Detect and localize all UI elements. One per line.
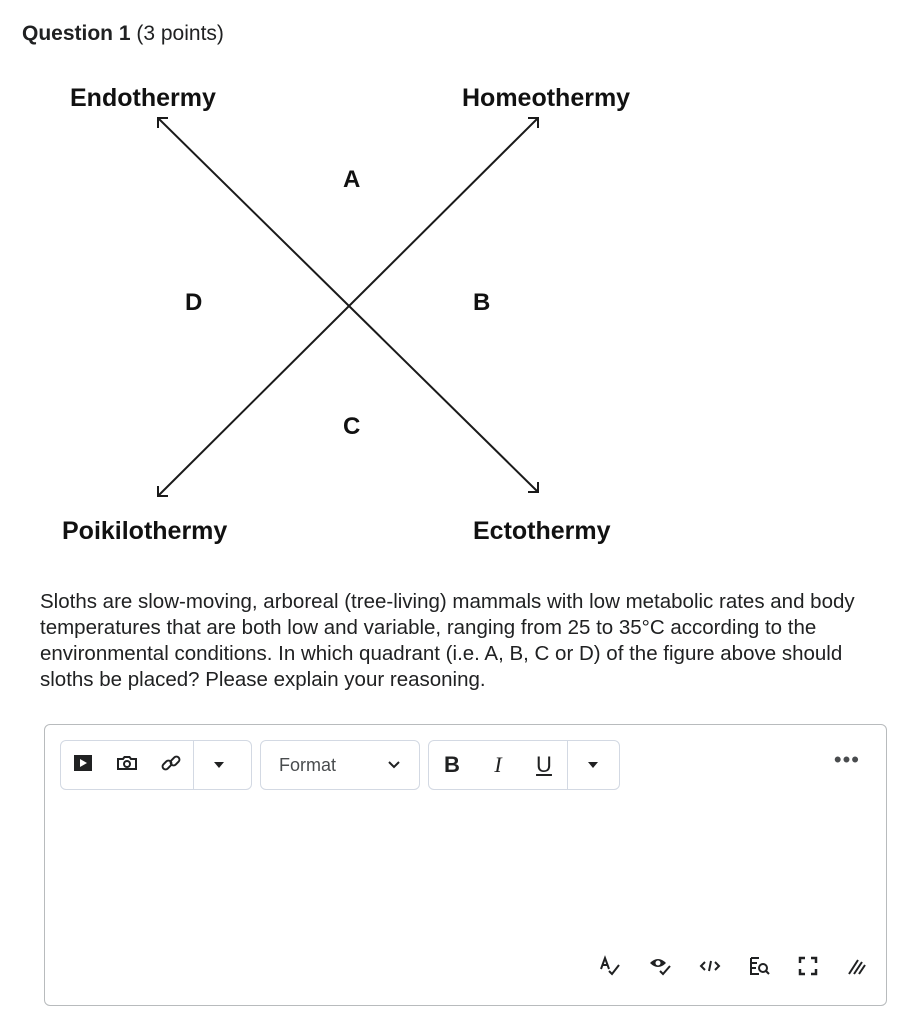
resize-handle-icon <box>846 956 866 981</box>
italic-icon: I <box>494 752 502 777</box>
preview-button[interactable] <box>743 951 777 985</box>
resize-handle[interactable] <box>839 951 873 985</box>
editor-status-bar <box>45 951 886 985</box>
insert-stuff-button[interactable] <box>61 741 105 789</box>
quadrant-b: B <box>473 289 491 316</box>
bold-icon: B <box>444 752 460 777</box>
insert-link-icon <box>160 752 182 779</box>
insert-stuff-icon <box>73 754 93 777</box>
question-text: Sloths are slow-moving, arboreal (tree-living) mammals with low metabolic rates and body temperatures that are both low and variable, ranging from 25 to 35°C according to the environmental conditions. In which quadrant (i.e. A, B, C or D) of the figure above should sloths be placed? Please explain your reasoning. <box>40 590 855 691</box>
preview-icon <box>749 956 771 981</box>
format-select-label: Format <box>279 754 337 775</box>
format-select[interactable] <box>261 741 419 789</box>
insert-image-icon <box>116 754 138 777</box>
insert-more-dropdown[interactable] <box>194 741 243 789</box>
label-ectothermy: Ectothermy <box>473 517 611 545</box>
quadrant-c: C <box>343 413 361 440</box>
source-code-icon <box>699 959 721 978</box>
question-number: Question 1 <box>22 22 131 45</box>
fullscreen-button[interactable] <box>791 951 825 985</box>
dropdown-arrow-icon <box>213 756 225 774</box>
source-code-button[interactable] <box>693 951 727 985</box>
underline-button[interactable] <box>521 741 567 789</box>
dropdown-arrow-icon <box>587 756 599 774</box>
text-style-more-dropdown[interactable] <box>568 741 618 789</box>
question-header <box>22 22 224 46</box>
thermoregulation-figure <box>0 60 700 560</box>
underline-icon: U <box>536 752 552 777</box>
spellcheck-button[interactable] <box>593 951 627 985</box>
accessibility-checker-icon <box>648 955 672 982</box>
text-style-toolbar-group <box>428 740 620 790</box>
format-toolbar-group <box>260 740 420 790</box>
accessibility-checker-button[interactable] <box>643 951 677 985</box>
insert-image-button[interactable] <box>105 741 149 789</box>
insert-toolbar-group <box>60 740 252 790</box>
label-poikilothermy: Poikilothermy <box>62 517 228 545</box>
answer-editor[interactable] <box>44 724 887 1006</box>
spellcheck-icon <box>598 955 622 982</box>
quadrant-a: A <box>343 166 361 193</box>
label-homeothermy: Homeothermy <box>462 84 631 112</box>
italic-button[interactable] <box>475 741 521 789</box>
bold-button[interactable] <box>429 741 475 789</box>
label-endothermy: Endothermy <box>70 84 216 112</box>
more-actions-button[interactable]: ••• <box>833 747 860 772</box>
quadrant-d: D <box>185 289 203 316</box>
question-points: (3 points) <box>136 22 224 45</box>
fullscreen-icon <box>798 956 818 981</box>
insert-link-button[interactable] <box>149 741 193 789</box>
chevron-down-icon <box>387 756 401 774</box>
